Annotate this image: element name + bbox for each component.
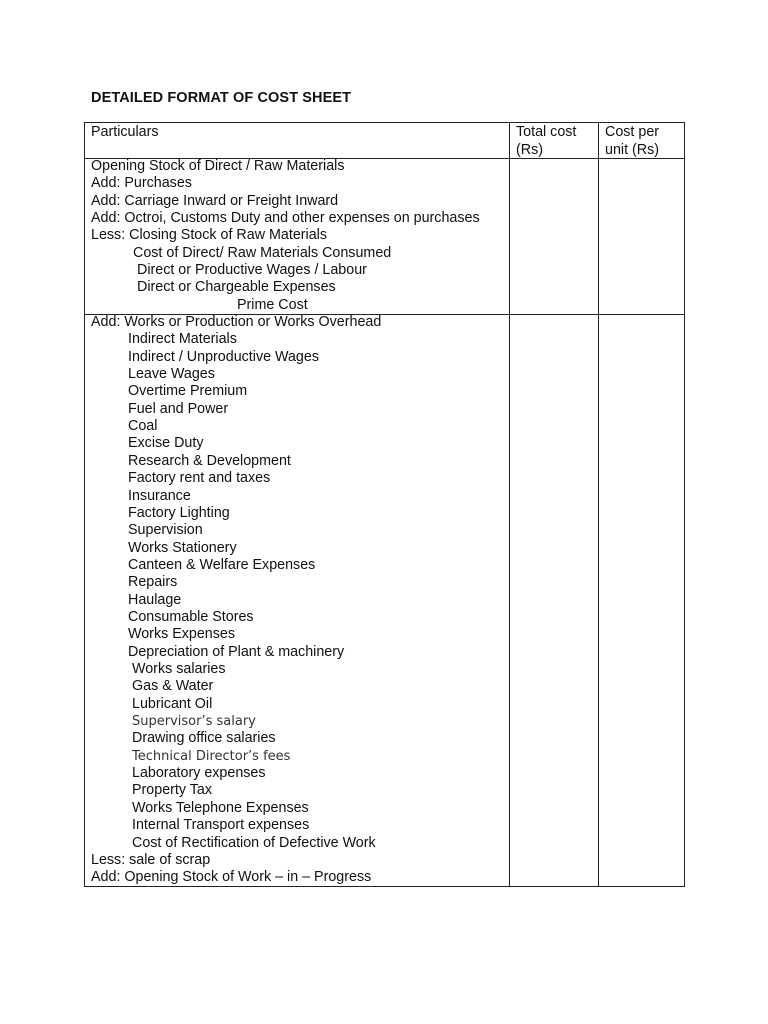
header-cost-per-unit-line: Cost per (605, 124, 660, 140)
particulars-line: Overtime Premium (128, 383, 248, 400)
particulars-line: Supervisor’s salary (132, 714, 256, 730)
particulars-line: Prime Cost (237, 296, 308, 313)
particulars-line: Opening Stock of Direct / Raw Materials (91, 158, 345, 174)
particulars-line: Fuel and Power (128, 400, 229, 417)
particulars-line: Factory rent and taxes (128, 470, 271, 487)
particulars-line: Less: Closing Stock of Raw Materials (91, 227, 327, 244)
particulars-line: Excise Duty (128, 435, 204, 452)
particulars-line: Leave Wages (128, 366, 215, 383)
particulars-line: Add: Opening Stock of Work – in – Progress (91, 869, 372, 886)
particulars-line: Add: Purchases (91, 175, 192, 192)
particulars-line: Insurance (128, 487, 191, 504)
particulars-line: Works Stationery (128, 539, 237, 556)
particulars-line: Property Tax (132, 782, 212, 799)
particulars-line: Coal (128, 418, 158, 435)
particulars-line: Consumable Stores (128, 608, 254, 625)
header-total-cost (516, 123, 576, 159)
particulars-line: Works Telephone Expenses (132, 799, 309, 816)
particulars-line: Canteen & Welfare Expenses (128, 556, 316, 573)
header-cost-per-unit (605, 123, 659, 159)
particulars-line: Add: Works or Production or Works Overhead (91, 314, 382, 330)
particulars-line: Depreciation of Plant & machinery (128, 643, 345, 660)
particulars-line: Research & Development (128, 452, 291, 469)
particulars-line: Laboratory expenses (132, 765, 266, 782)
particulars-line: Cost of Rectification of Defective Work (132, 834, 376, 851)
particulars-line: Less: sale of scrap (91, 851, 211, 868)
particulars-line: Cost of Direct/ Raw Materials Consumed (133, 244, 392, 261)
particulars-line: Works salaries (132, 661, 226, 677)
particulars-line: Direct or Chargeable Expenses (137, 279, 336, 296)
particulars-line: Add: Carriage Inward or Freight Inward (91, 192, 339, 209)
column-divider (598, 122, 599, 887)
particulars-line: Factory Lighting (128, 504, 230, 521)
page-title: DETAILED FORMAT OF COST SHEET (91, 90, 352, 106)
particulars-line: Indirect Materials (128, 331, 237, 348)
particulars-line: Drawing office salaries (132, 730, 276, 747)
particulars-line: Lubricant Oil (132, 695, 213, 712)
column-divider (509, 122, 510, 887)
header-total-cost-line: (Rs) (516, 142, 543, 158)
particulars-line: Works Expenses (128, 626, 236, 643)
header-cost-per-unit-line: unit (Rs) (605, 142, 660, 158)
particulars-line: Internal Transport expenses (132, 817, 310, 834)
particulars-line: Indirect / Unproductive Wages (128, 348, 319, 365)
particulars-line: Add: Octroi, Customs Duty and other expenses on purchases (91, 210, 480, 227)
header-total-cost-line: Total cost (516, 124, 577, 140)
particulars-line: Direct or Productive Wages / Labour (137, 262, 367, 279)
particulars-line: Gas & Water (132, 678, 214, 695)
particulars-line: Supervision (128, 522, 203, 539)
particulars-line: Haulage (128, 591, 182, 608)
header-particulars: Particulars (91, 124, 159, 140)
particulars-line: Repairs (128, 574, 178, 591)
particulars-line: Technical Director’s fees (132, 748, 291, 764)
